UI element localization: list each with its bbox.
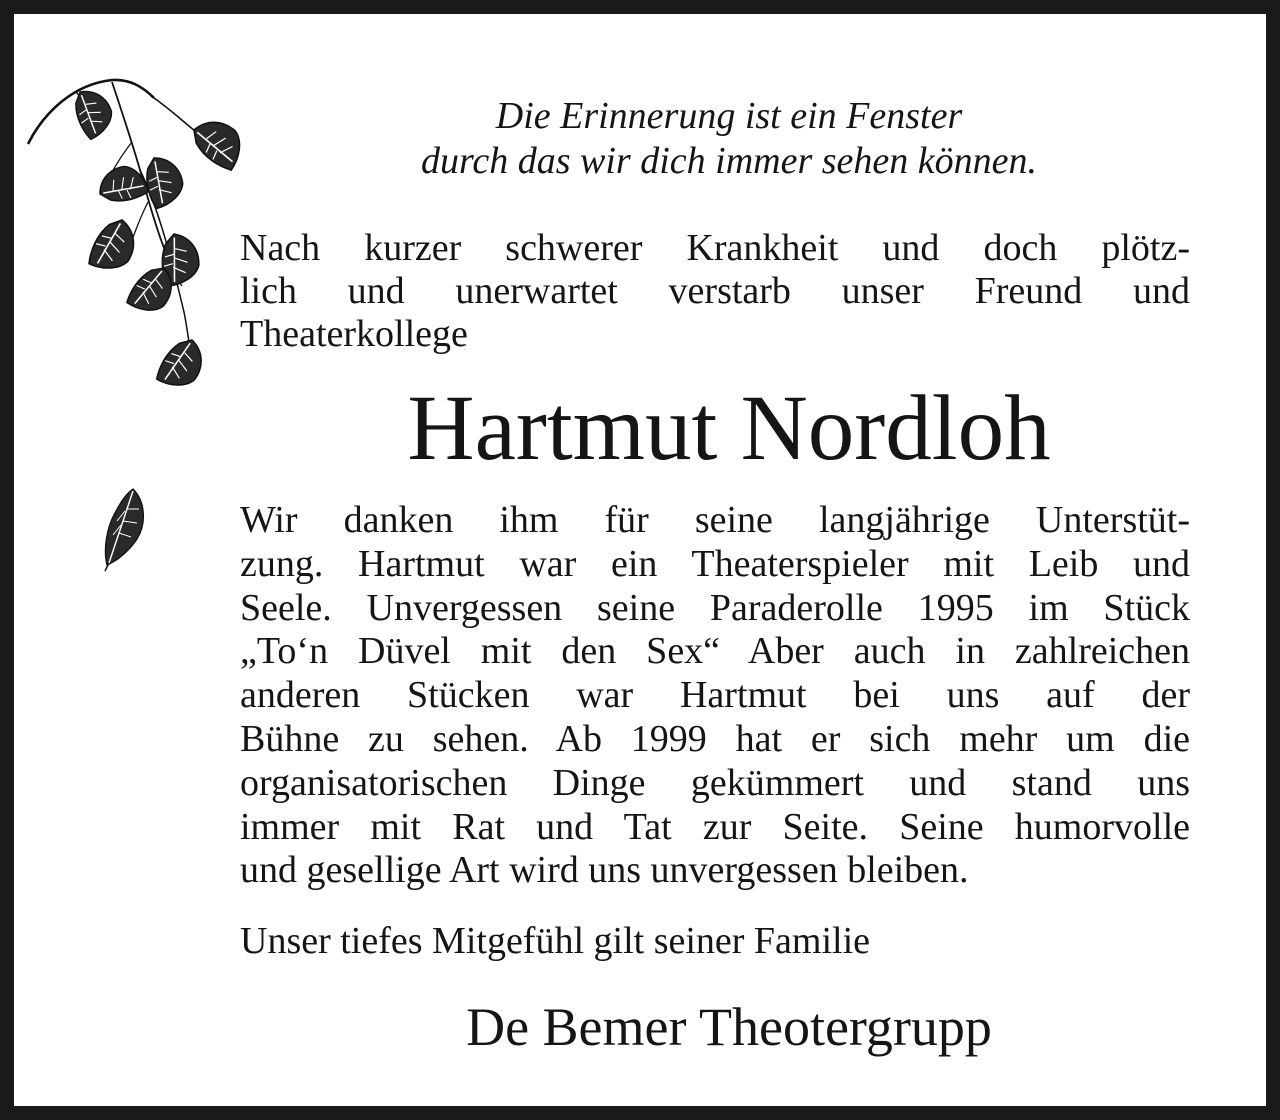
condolence-line: Unser tiefes Mitgefühl gilt seiner Familie — [240, 920, 871, 962]
motto-line: Die Erinnerung ist ein Fenster — [495, 95, 963, 137]
tribute-line: „To‘n Düvel mit den Sex“ Aber auch in zahlreichen — [240, 630, 1190, 673]
signature: De Bemer Theotergrupp — [466, 997, 992, 1057]
intro-line: Nach kurzer schwerer Krankheit und doch plötz- — [240, 227, 1190, 269]
tribute-paragraph — [240, 499, 1190, 893]
birch-branch-icon — [14, 62, 244, 402]
tribute-line: Seele. Unvergessen seine Paraderolle 1995 im Stück — [240, 586, 1190, 629]
tribute-line: anderen Stücken war Hartmut bei uns auf der — [240, 674, 1190, 717]
motto-quote — [254, 94, 1204, 184]
tribute-line: und gesellige Art wird uns unvergessen bleiben. — [240, 849, 969, 892]
intro-paragraph — [240, 227, 1190, 356]
tribute-line: organisatorischen Dinge gekümmert und stand uns — [240, 761, 1190, 804]
tribute-line: Bühne zu sehen. Ab 1999 hat er sich mehr um die — [240, 717, 1190, 760]
deceased-name: Hartmut Nordloh — [407, 377, 1051, 480]
motto-line: durch das wir dich immer sehen können. — [421, 140, 1037, 182]
tribute-line: immer mit Rat und Tat zur Seite. Seine humorvolle — [240, 805, 1190, 848]
tribute-line: zung. Hartmut war ein Theaterspieler mit Leib und — [240, 542, 1190, 585]
intro-line: Theaterkollege — [240, 313, 468, 355]
intro-line: lich und unerwartet verstarb unser Freund und — [240, 270, 1190, 312]
leaf-icon — [89, 479, 159, 579]
tribute-line: Wir danken ihm für seine langjährige Unterstüt- — [240, 499, 1190, 541]
